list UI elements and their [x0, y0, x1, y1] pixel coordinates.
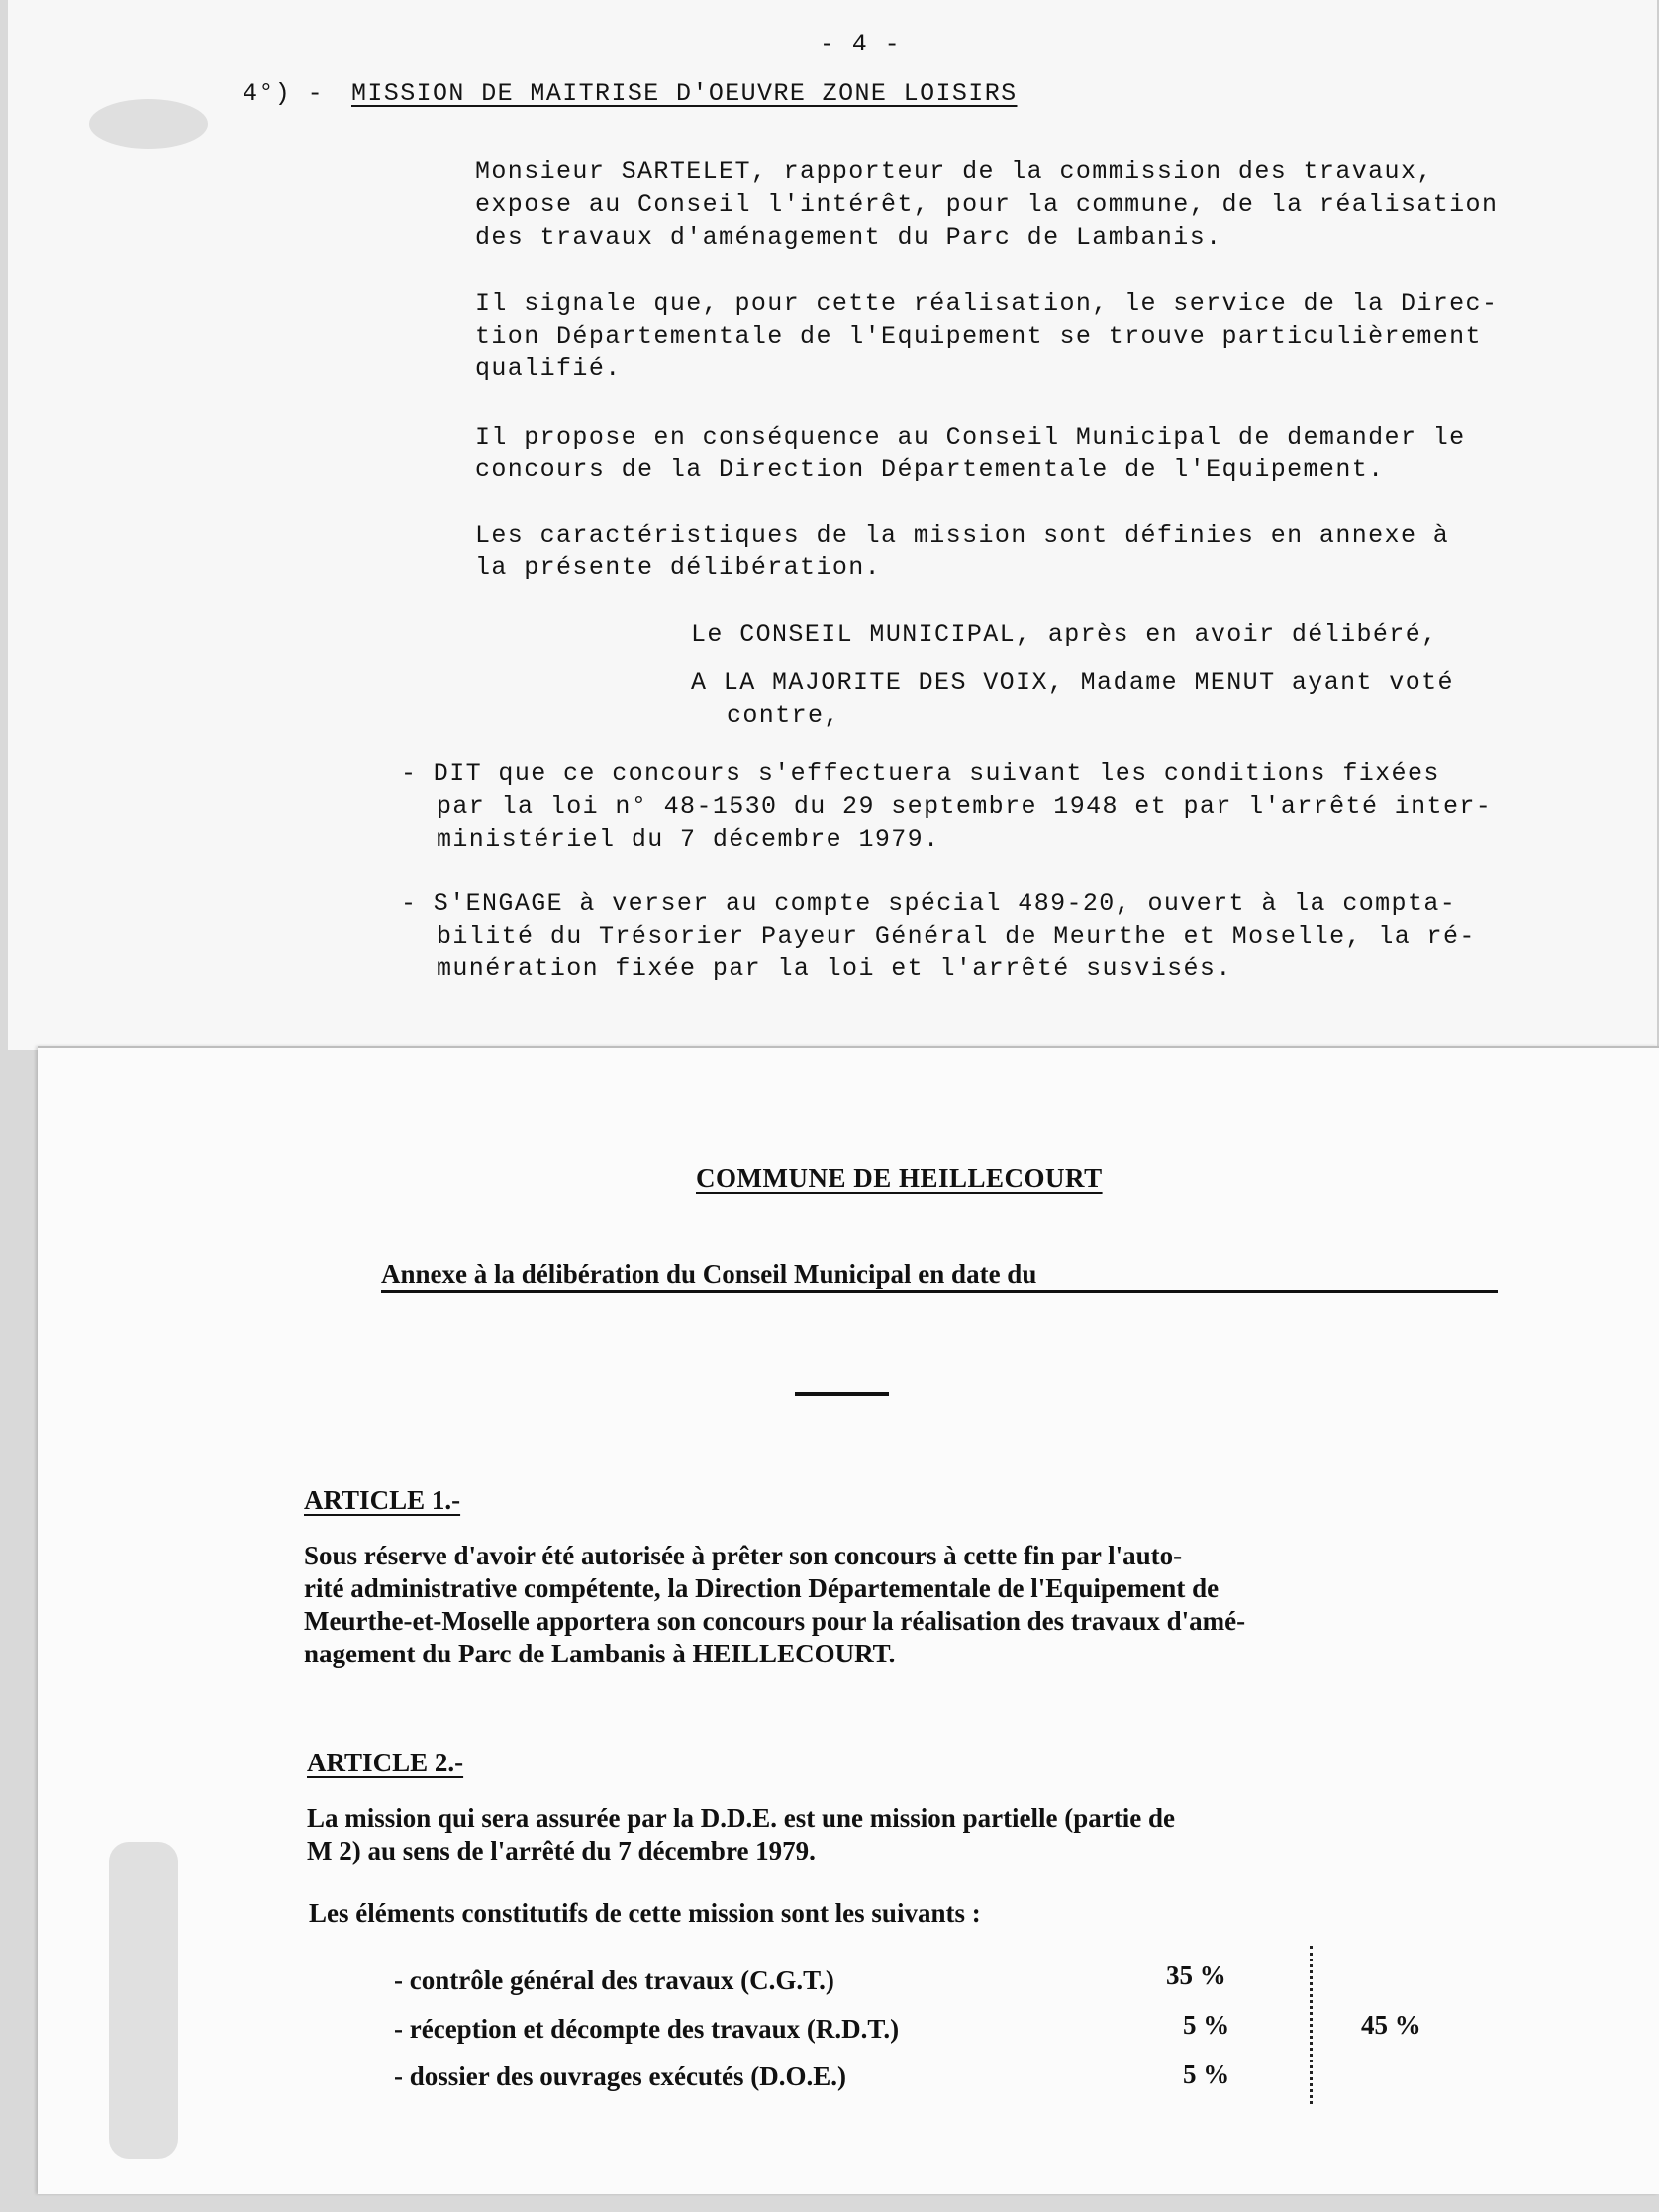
paragraph-propose [475, 421, 1466, 486]
text-line: Monsieur SARTELET, rapporteur de la commission des travaux, [475, 157, 1433, 186]
text-line: A LA MAJORITE DES VOIX, Madame MENUT ayant voté [691, 668, 1454, 697]
section-number: 4°) - [243, 79, 325, 108]
text-line: M 2) au sens de l'arrêté du 7 décembre 1979. [307, 1836, 816, 1865]
paper-smudge [109, 1842, 178, 2159]
text-line: - DIT que ce concours s'effectuera suivant les conditions fixées [401, 759, 1440, 788]
elements-intro: Les éléments constitutifs de cette mission sont les suivants : [309, 1898, 981, 1928]
vote-statement [691, 666, 1454, 732]
decision-line: Le CONSEIL MUNICIPAL, après en avoir délibéré, [691, 620, 1438, 649]
subtitle-underline [381, 1290, 1498, 1293]
text-line: munération fixée par la loi et l'arrêté susvisés. [437, 955, 1232, 983]
article-1-heading: ARTICLE 1.- [304, 1485, 461, 1515]
text-line: contre, [727, 701, 840, 730]
element-label: - contrôle général des travaux (C.G.T.) [394, 1965, 834, 1995]
paragraph-rapporteur [475, 155, 1498, 253]
text-line: des travaux d'aménagement du Parc de Lambanis. [475, 223, 1222, 251]
page-number: - 4 - [820, 30, 902, 58]
article-2-heading: ARTICLE 2.- [307, 1748, 464, 1777]
annex-subtitle: Annexe à la délibération du Conseil Municipal en date du [381, 1259, 1037, 1289]
text-line: expose au Conseil l'intérêt, pour la commune, de la réalisation [475, 190, 1499, 219]
text-line: Les caractéristiques de la mission sont définies en annexe à [475, 521, 1450, 550]
text-line: rité administrative compétente, la Direction Départementale de l'Equipement de [304, 1573, 1220, 1603]
annex-commune-title: COMMUNE DE HEILLECOURT [696, 1163, 1103, 1193]
item-sengage [401, 887, 1476, 985]
article-2-text [307, 1802, 1175, 1867]
paragraph-caracteristiques [475, 519, 1449, 584]
element-label: - réception et décompte des travaux (R.D.T.) [394, 2014, 900, 2044]
total-percent: 45 % [1361, 2010, 1421, 2040]
text-line: Sous réserve d'avoir été autorisée à prêter son concours à cette fin par l'auto- [304, 1541, 1183, 1570]
section-divider [795, 1392, 889, 1396]
text-line: Il signale que, pour cette réalisation, le service de la Direc- [475, 289, 1499, 318]
text-line: tion Départementale de l'Equipement se trouve particulièrement [475, 322, 1482, 351]
text-line: par la loi n° 48-1530 du 29 septembre 1948 et par l'arrêté inter- [437, 792, 1493, 821]
element-label: - dossier des ouvrages exécutés (D.O.E.) [394, 2061, 846, 2091]
item-dit [401, 757, 1492, 855]
grouping-brace [1292, 1946, 1313, 2104]
article-1-text [304, 1540, 1245, 1670]
text-line: Meurthe-et-Moselle apportera son concours pour la réalisation des travaux d'amé- [304, 1606, 1246, 1636]
text-line: bilité du Trésorier Payeur Général de Meurthe et Moselle, la ré- [437, 922, 1476, 951]
text-line: Il propose en conséquence au Conseil Municipal de demander le [475, 423, 1466, 452]
text-line: qualifié. [475, 354, 622, 383]
text-line: concours de la Direction Départementale de l'Equipement. [475, 455, 1385, 484]
element-percent: 5 % [1183, 2060, 1230, 2089]
text-line: la présente délibération. [475, 553, 882, 582]
text-line: ministériel du 7 décembre 1979. [437, 825, 940, 854]
paper-smudge [89, 99, 208, 149]
text-line: La mission qui sera assurée par la D.D.E. est une mission partielle (partie de [307, 1803, 1175, 1833]
text-line: - S'ENGAGE à verser au compte spécial 489-20, ouvert à la compta- [401, 889, 1457, 918]
paragraph-signale [475, 287, 1498, 385]
element-percent: 5 % [1183, 2010, 1230, 2040]
text-line: nagement du Parc de Lambanis à HEILLECOURT. [304, 1639, 896, 1668]
section-title: MISSION DE MAITRISE D'OEUVRE ZONE LOISIRS [351, 79, 1018, 108]
element-percent: 35 % [1166, 1961, 1226, 1990]
